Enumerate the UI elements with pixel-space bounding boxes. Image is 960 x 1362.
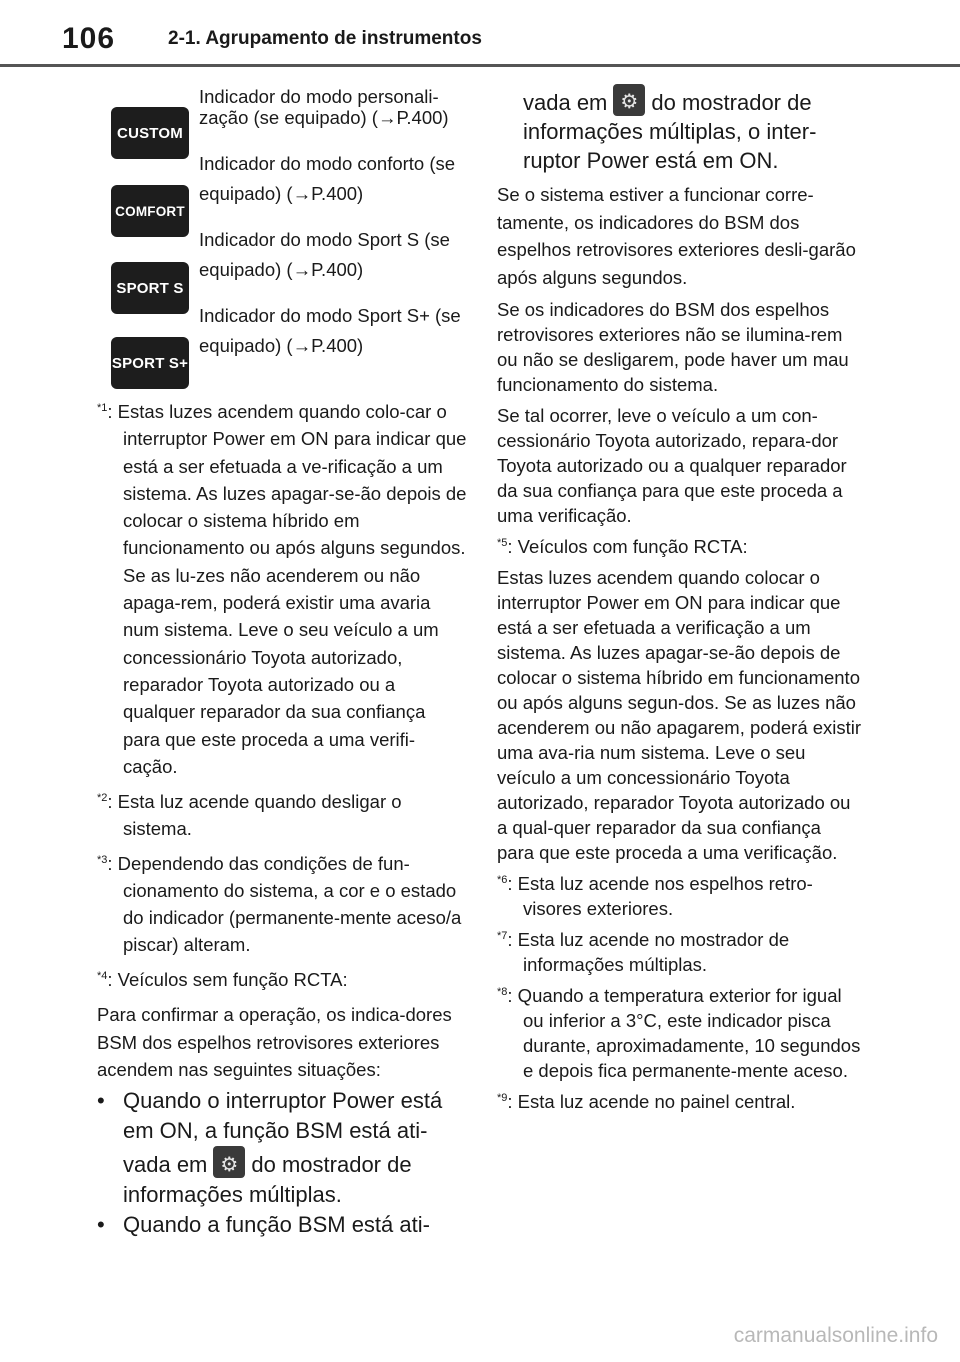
left-column: [97, 78, 467, 1240]
footnote-5: $^{*5}$: Veículos com função RCTA:: [497, 536, 748, 557]
list-item: • Quando a função BSM está ati-: [97, 1211, 430, 1237]
indicator-description: Indicador do modo Sport S+ (se equipado) (→P.400): [199, 305, 461, 356]
footnote-7: $^{*7}$: Esta luz acende no mostrador de informações múltiplas.: [497, 929, 790, 975]
list-item-continuation: vada em⚙ do mostrador de informações múltiplas, o inter-ruptor Power está em ON.: [497, 84, 862, 175]
comfort-mode-icon: COMFORT: [111, 185, 189, 237]
paragraph: Estas luzes acendem quando colocar o interruptor Power em ON para indicar que está a ser efetuada a verificação a um sistema. As luzes apagar-se-ão depois de colocar o sistema híbrido em funcionamento ou após alguns segun-dos. Se as luzes não acenderem ou não apagarem, poderá existir uma ava-ria num sistema. Leve o seu veículo a um concessionário Toyota autorizado, reparador Toyota autorizado ou a qual-quer reparador da sua confiança para que este proceda a uma verificação.: [497, 567, 862, 863]
gear-icon: [213, 1146, 245, 1178]
paragraph: Se o sistema estiver a funcionar corre-tamente, os indicadores do BSM dos espelhos retrovisores exteriores desli-garão após alguns segundos.: [497, 184, 856, 288]
header-divider: [0, 64, 960, 67]
section-title: 2-1. Agrupamento de instrumentos: [168, 28, 482, 49]
page-number: 106: [62, 22, 116, 55]
list-item: • Quando o interruptor Power está em ON, a função BSM está ati-vada em⚙ do mostrador de informações múltiplas.: [97, 1086, 467, 1210]
paragraph: Se os indicadores do BSM dos espelhos retrovisores exteriores não se ilumina-rem ou não se desligarem, pode haver um mau funcionamento do sistema.: [497, 299, 849, 395]
paragraph: Para confirmar a operação, os indica-dores BSM dos espelhos retrovisores exteriores acendem nas seguintes situações:: [97, 1004, 452, 1081]
footnote-4: $^{*4}$: Veículos sem função RCTA:: [97, 969, 348, 991]
indicator-row-sport-s-plus: [97, 305, 467, 394]
custom-mode-icon: CUSTOM: [111, 107, 189, 159]
gear-icon: [613, 84, 645, 116]
page-header: [0, 0, 960, 66]
indicator-row-comfort: [97, 153, 467, 233]
indicator-row-sport-s: [97, 229, 467, 309]
footnote-2: $^{*2}$: Esta luz acende quando desligar o sistema.: [97, 791, 402, 840]
sport-s-mode-icon: SPORT S: [111, 262, 189, 314]
indicator-description: Indicador do modo Sport S (se equipado) (→P.400): [199, 229, 450, 280]
indicator-description: Indicador do modo personali-zação (se equipado) (→P.400): [199, 86, 449, 128]
footnote-6: $^{*6}$: Esta luz acende nos espelhos retro-visores exteriores.: [497, 873, 813, 919]
sport-s-plus-mode-icon: SPORT S+: [111, 337, 189, 389]
paragraph: Se tal ocorrer, leve o veículo a um con-cessionário Toyota autorizado, repara-dor Toyota autorizado ou a qualquer reparador da sua confiança para que este proceda a uma verificação.: [497, 405, 847, 526]
footnote-9: $^{*9}$: Esta luz acende no painel central.: [497, 1091, 796, 1112]
watermark[interactable]: carmanualsonline.info: [733, 1324, 938, 1347]
footnote-1: $^{*1}$: Estas luzes acendem quando colo-car o interruptor Power em ON para indicar que está a ser efetuada a ve-rificação a um sistema. As luzes apagar-se-ão depois de colocar o sistema híbrido em funcionamento ou após alguns segundos. Se as lu-zes não acenderem ou não apaga-rem, poderá existir uma avaria num sistema. Leve o seu veículo a um concessionário Toyota autorizado, reparador Toyota autorizado ou a qualquer reparador da sua confiança para que este proceda a uma verifi-cação.: [97, 401, 467, 777]
indicator-row-custom: [97, 78, 467, 156]
footnote-8: $^{*8}$: Quando a temperatura exterior for igual ou inferior a 3°C, este indicador pisca durante, aproximadamente, 10 segundos e depois fica permanente-mente aceso.: [497, 985, 861, 1081]
footnote-3: $^{*3}$: Dependendo das condições de fun-cionamento do sistema, a cor e o estado do indicador (permanente-mente aceso/a piscar) alteram.: [97, 853, 462, 956]
right-column: [497, 78, 862, 1114]
indicator-description: Indicador do modo conforto (se equipado) (→P.400): [199, 153, 456, 204]
